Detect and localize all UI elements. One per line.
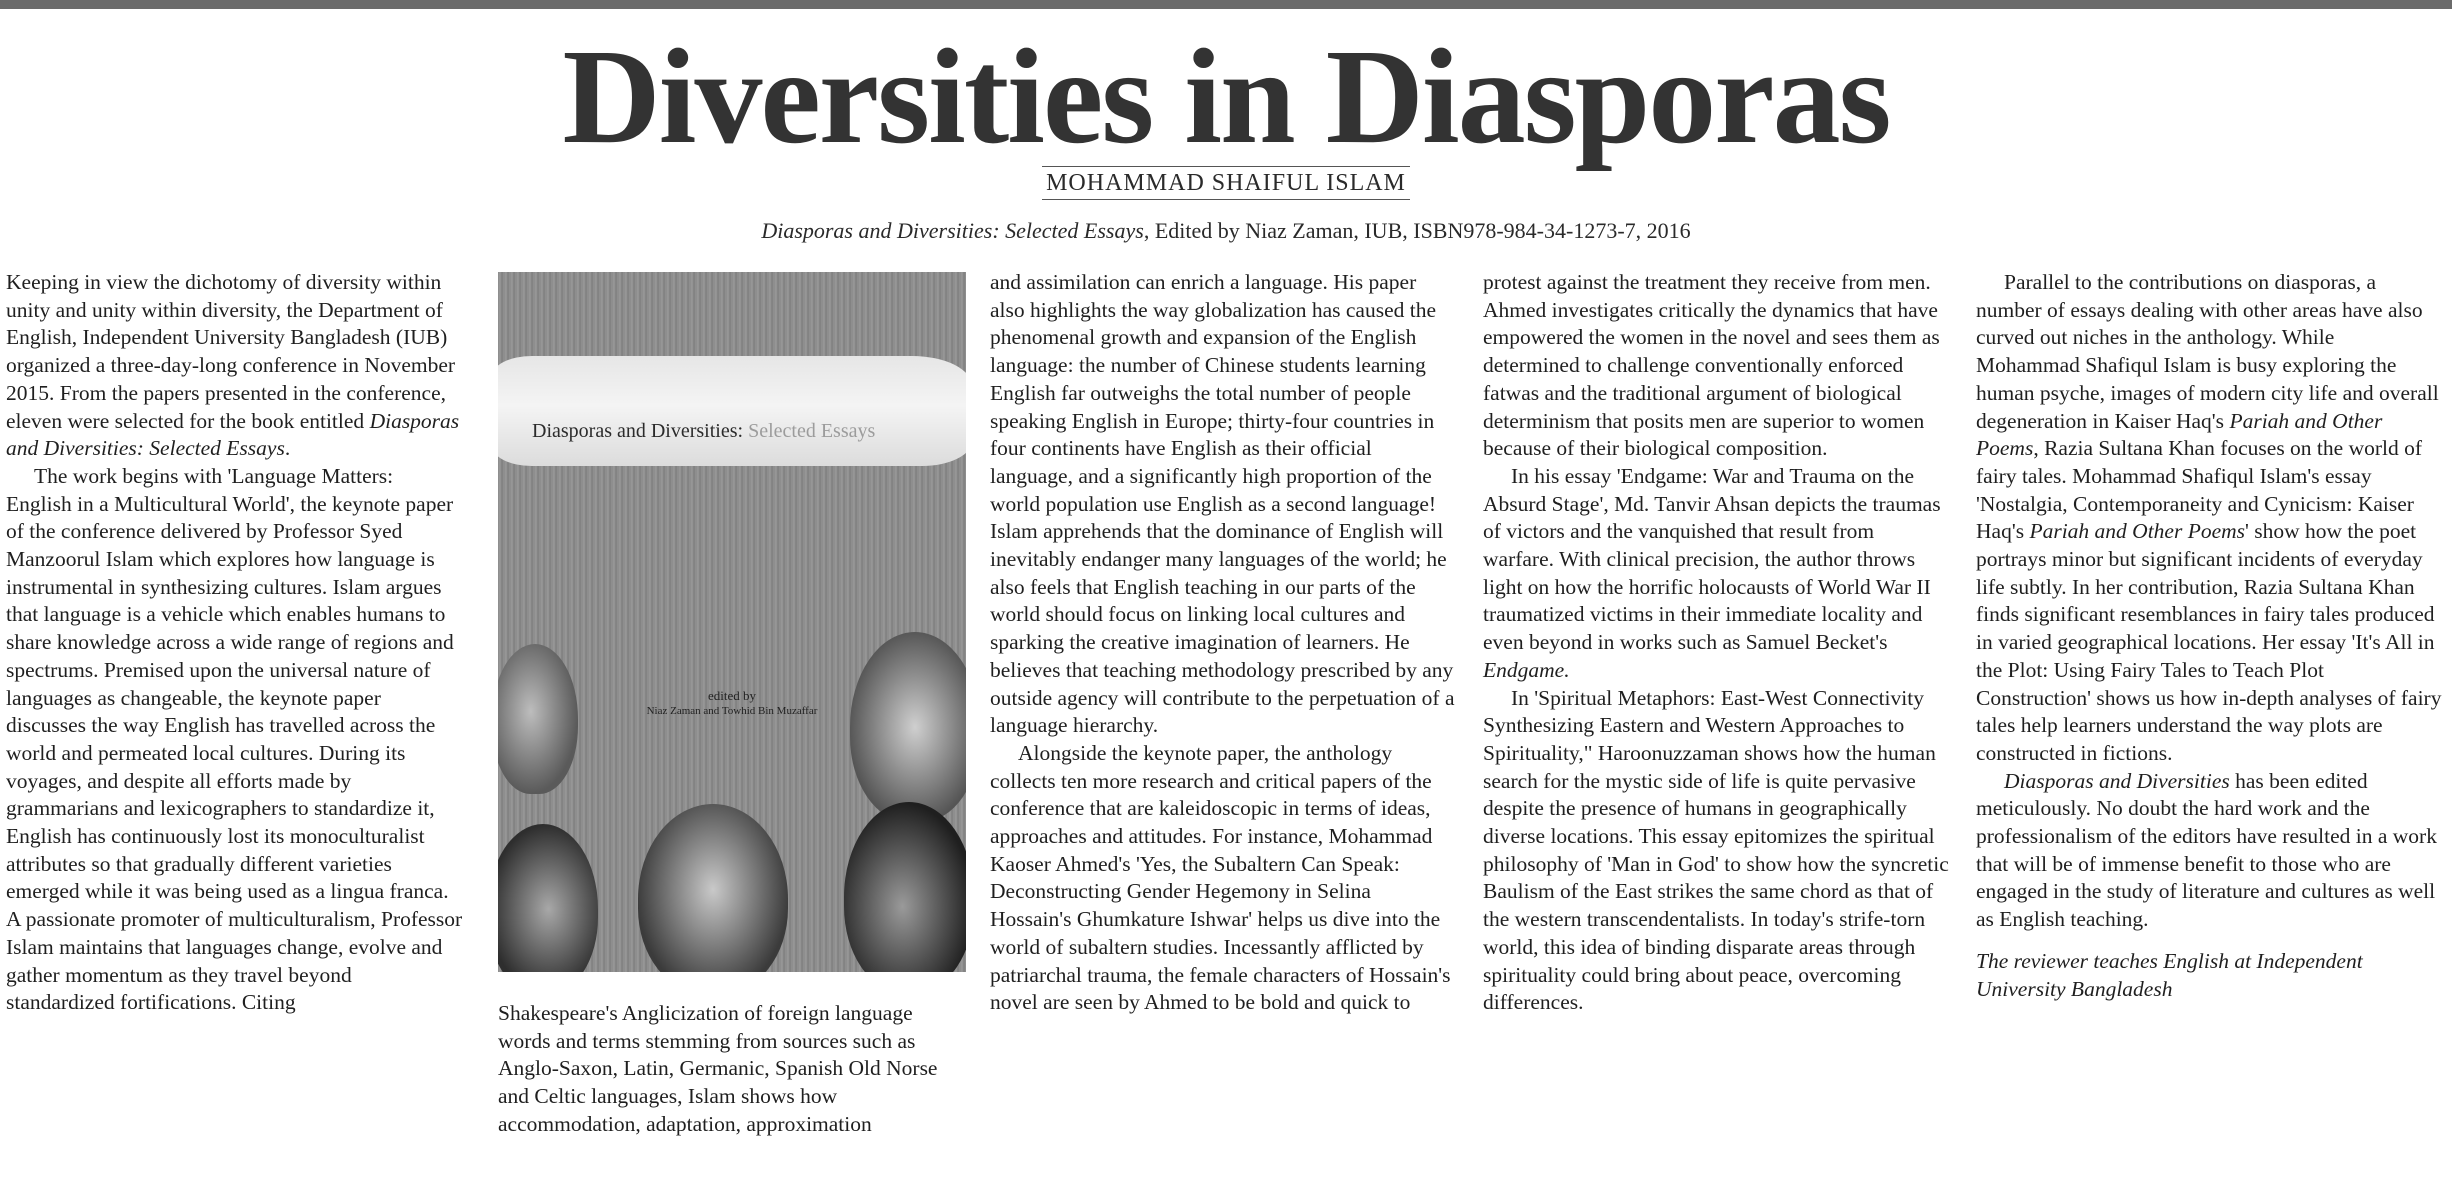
column-1 bbox=[6, 269, 463, 1017]
column-4 bbox=[1483, 269, 1949, 1017]
cover-title-faded: Selected Essays bbox=[743, 420, 876, 442]
column-3 bbox=[990, 269, 1456, 1017]
col1-paragraph-1 bbox=[6, 269, 463, 463]
cover-portrait-1 bbox=[498, 644, 578, 794]
col4-paragraph-1: protest against the treatment they receive from men. Ahmed investigates critically the dynamics that have empowered the women in the novel and sees them as determined to challenge conventionally enforced fatwas and the traditional argument of biological determinism that posits men are superior to women because of their biological composition. bbox=[1483, 270, 1940, 461]
reviewer-note: The reviewer teaches English at Independent University Bangladesh bbox=[1976, 948, 2363, 1001]
col4-paragraph-3: In 'Spiritual Metaphors: East-West Connectivity Synthesizing Eastern and Western Approaches to Spirituality," Haroonuzzaman shows how the human search for the mystic side of life is quite pervasive despite the presence of humans in geographically diverse locations. This essay epitomizes the spiritual philosophy of 'Man in God' to show how the syncretic Baulism of the East strikes the same chord as that of the western transcendentalists. In today's strife-torn world, this idea of binding disparate areas through spirituality could bring about peace, overcoming differences. bbox=[1483, 685, 1949, 1015]
cover-title-dark: Diasporas and Diversities: bbox=[532, 420, 744, 442]
book-info bbox=[0, 216, 2452, 246]
col4-p2-endgame: Endgame. bbox=[1483, 657, 1570, 682]
col5-p2-title: Diasporas and Diversities bbox=[2004, 768, 2230, 793]
cover-portrait-4 bbox=[850, 632, 966, 822]
col5-p1-text-c: ' show how the poet portrays minor but significant incidents of everyday life subtly. In her contribution, Razia Sultana Khan finds significant resemblances in fairy tales produced in varied geographical locations. Her essay 'It's All in the Plot: Using Fairy Tales to Teach Plot Construction' shows us how in-depth analyses of fairy tales help learners understand the way plots are constructed in fictions. bbox=[1976, 519, 2442, 765]
col5-p1-text-b: , Razia Sultana Khan focuses on the world of fairy tales. Mohammad Shafiqul Islam's essay 'Nostalgia, Contemporaneity and Cynicism: Kaiser Haq's bbox=[1976, 436, 2423, 544]
column-5 bbox=[1976, 269, 2442, 1003]
col1-p1-text: Keeping in view the dichotomy of diversity within unity and unity within diversity, the Department of English, Independent University Bangladesh (IUB) organized a three-day-long conference in November 2015. From the papers presented in the conference, eleven were selected for the book entitled bbox=[6, 270, 456, 433]
byline: MOHAMMAD SHAIFUL ISLAM bbox=[1042, 166, 1410, 200]
col3-paragraph-2: Alongside the keynote paper, the anthology collects ten more research and critical papers of the conference that are kaleidoscopic in terms of ideas, approaches and attitudes. For instance, Mohammad Kaoser Ahmed's 'Yes, the Subaltern Can Speak: Deconstructing Gender Hegemony in Selina Hossain's Ghumkature Ishwar' helps us dive into the world of subaltern studies. Incessantly afflicted by patriarchal trauma, the female characters of Hossain's novel are seen by Ahmed to be bold and quick to bbox=[990, 740, 1451, 1015]
col5-p1-title-2: Pariah and Other Poems bbox=[2029, 519, 2246, 544]
col1-p1-end: . bbox=[284, 436, 291, 461]
cover-portrait-2 bbox=[498, 824, 598, 972]
book-cover-image bbox=[498, 272, 966, 972]
column-2 bbox=[498, 1000, 964, 1139]
cover-portrait-3 bbox=[638, 804, 788, 972]
top-rule bbox=[0, 0, 2452, 9]
col5-p1-title-1: Pariah and Other Poems bbox=[1976, 408, 2383, 461]
cover-editors: Niaz Zaman and Towhid Bin Muzaffar bbox=[646, 705, 818, 717]
col3-paragraph-1: and assimilation can enrich a language. His paper also highlights the way globalization has caused the phenomenal growth and expansion of the English language: the number of Chinese students learning English far outweighs the total number of people speaking English in Europe; thirty-four countries in four continents have English as their official language, and a significantly high proportion of the world population use English as a second language! Islam apprehends that the dominance of English will inevitably endanger many languages of the world; he also feels that English teaching in our parts of the world should focus on linking local cultures and sparking the creative imagination of learners. He believes that teaching methodology prescribed by any outside agency will contribute to the perpetuation of a language hierarchy. bbox=[990, 270, 1455, 738]
cover-edited-by: edited by bbox=[707, 688, 756, 703]
cover-portrait-5 bbox=[844, 802, 966, 972]
book-title: Diasporas and Diversities: Selected Essays bbox=[761, 218, 1144, 243]
byline-wrap bbox=[0, 166, 2452, 200]
col5-p1-text-a: Parallel to the contributions on diasporas, a number of essays dealing with other areas have also curved out niches in the anthology. While Mohammad Shafiqul Islam is busy exploring the human psyche, images of modern city life and overall degeneration in Kaiser Haq's bbox=[1976, 270, 2439, 433]
col5-paragraph-2 bbox=[1976, 768, 2442, 934]
col1-paragraph-2: The work begins with 'Language Matters: English in a Multicultural World', the keynote paper of the conference delivered by Professor Syed Manzoorul Islam which explores how language is instrumental in synthesizing cultures. Islam argues that language is a vehicle which enables humans to share knowledge across a wide range of regions and spectrums. Premised upon the universal nature of languages as changeable, the keynote paper discusses the way English has travelled across the world and permeated local cultures. During its voyages, and despite all efforts made by grammarians and lexicographers to standardize it, English has continuously lost its monoculturalist attributes so that gradually different varieties emerged while it was being used as a lingua franca. A passionate promoter of multiculturalism, Professor Islam maintains that languages change, evolve and gather momentum as they travel beyond standardized fortifications. Citing bbox=[6, 463, 463, 1015]
headline: Diversities in Diasporas bbox=[562, 22, 1890, 172]
col4-paragraph-2 bbox=[1483, 463, 1949, 685]
cover-title-band bbox=[498, 356, 966, 466]
cover-title bbox=[532, 420, 875, 443]
col1-p1-book-title: Diasporas and Diversities: Selected Essays bbox=[6, 408, 460, 461]
col5-p2-text: has been edited meticulously. No doubt the hard work and the professionalism of the editors have resulted in a work that will be of immense benefit to those who are engaged in the study of literature and cultures as well as English teaching. bbox=[1976, 768, 2437, 932]
book-details: , Edited by Niaz Zaman, IUB, ISBN978-984-34-1273-7, 2016 bbox=[1143, 218, 1691, 243]
col5-paragraph-1 bbox=[1976, 269, 2442, 768]
col2-paragraph: Shakespeare's Anglicization of foreign language words and terms stemming from sources such as Anglo-Saxon, Latin, Germanic, Spanish Old Norse and Celtic languages, Islam shows how accommodation, adaptation, approximation bbox=[498, 1001, 938, 1136]
col4-p2-text: In his essay 'Endgame: War and Trauma on the Absurd Stage', Md. Tanvir Ahsan depicts the traumas of victors and the vanquished that result from warfare. With clinical precision, the author throws light on how the horrific holocausts of World War II traumatized victims in their immediate locality and even beyond in works such as Samuel Becket's bbox=[1483, 463, 1941, 655]
